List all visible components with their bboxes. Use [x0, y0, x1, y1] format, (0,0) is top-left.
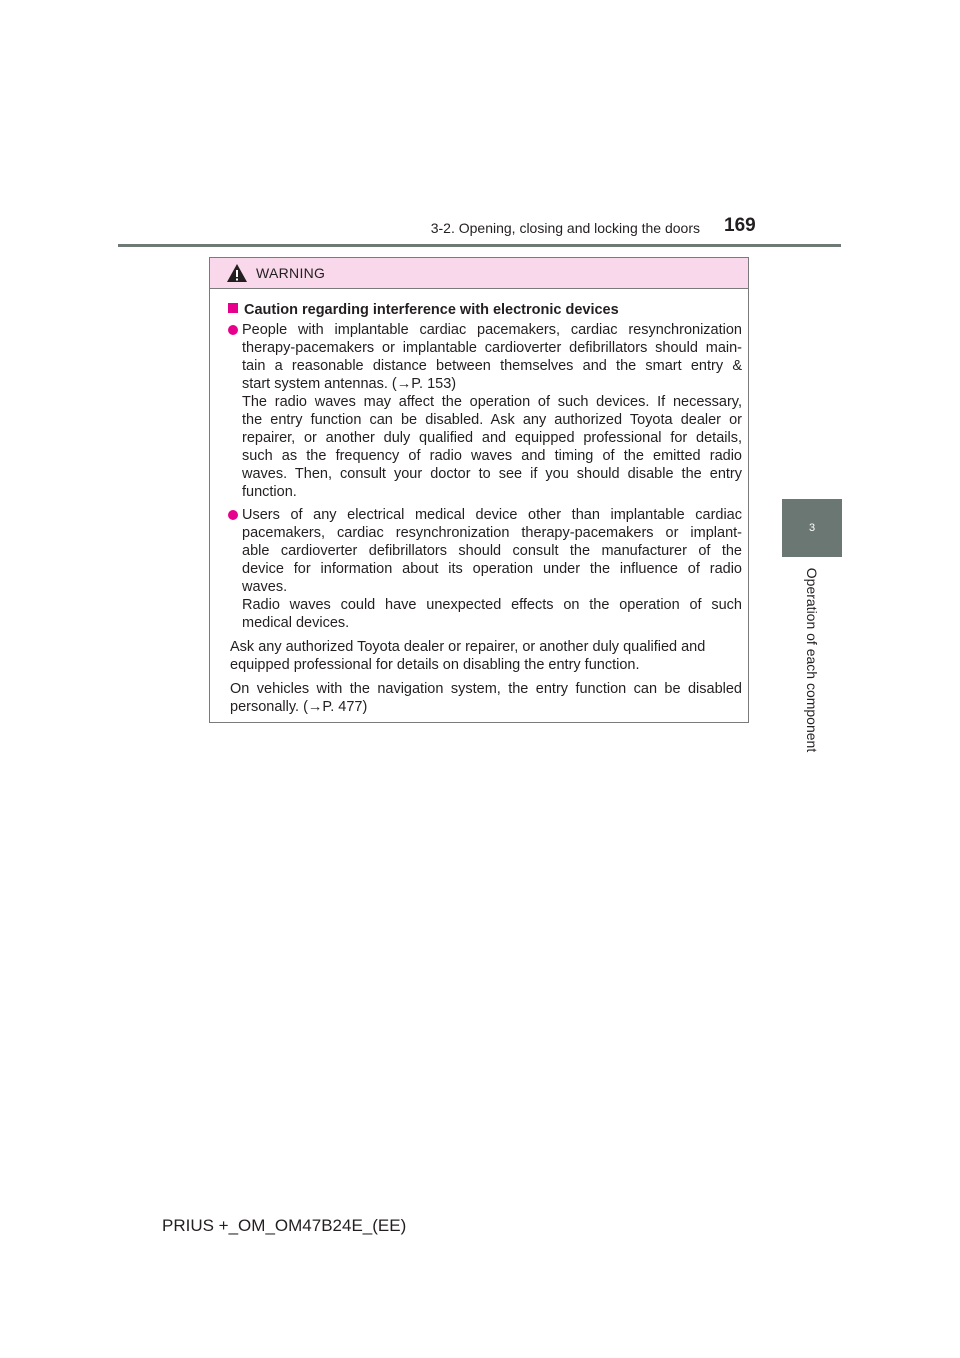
text-line: tain a reasonable distance between themselves and the smart entry &: [242, 358, 742, 374]
text-line: waves.: [242, 579, 288, 595]
warning-header: [210, 258, 748, 289]
text-line: personally. (→P. 477): [230, 699, 368, 715]
text-line: such as the frequency of radio waves and timing of the emitted radio: [242, 448, 742, 464]
text-line: equipped professional for details on disabling the entry function.: [230, 657, 640, 673]
text-line: repairer, or another duly qualified and equipped professional for details,: [242, 430, 742, 446]
text-line: Users of any electrical medical device other than implantable cardiac: [242, 507, 742, 523]
chapter-title: Operation of each component: [804, 567, 820, 753]
bullet-item-medical-devices: [228, 506, 742, 632]
text-line: On vehicles with the navigation system, the entry function can be disabled: [230, 681, 742, 697]
text-line: device for information about its operation under the influence of radio: [242, 561, 742, 577]
text-line: waves. Then, consult your doctor to see if you should disable the entry: [242, 466, 742, 482]
bullet-item-pacemakers: [228, 321, 742, 501]
chapter-number: 3: [808, 522, 816, 534]
text-line: People with implantable cardiac pacemakers, cardiac resynchronization: [242, 322, 742, 338]
warning-box: [209, 257, 749, 723]
warning-triangle-icon: [226, 263, 248, 283]
section-title: 3-2. Opening, closing and locking the doors: [430, 220, 700, 236]
caution-heading: [228, 301, 742, 319]
paragraph-dealer: [230, 638, 742, 674]
text-line: The radio waves may affect the operation of such devices. If necessary,: [242, 394, 742, 410]
text-line: Ask any authorized Toyota dealer or repairer, or another duly qualified and: [230, 639, 706, 655]
caution-title-text: Caution regarding interference with electronic devices: [244, 302, 619, 318]
text-line: the entry function can be disabled. Ask any authorized Toyota dealer or: [242, 412, 742, 428]
round-bullet-icon: [228, 325, 238, 335]
page-number: 169: [724, 215, 756, 236]
warning-label: WARNING: [256, 265, 326, 281]
text-line: medical devices.: [242, 615, 350, 631]
text-line: start system antennas. (→P. 153): [242, 376, 457, 392]
text-line: therapy-pacemakers or implantable cardioverter defibrillators should main-: [242, 340, 742, 356]
document-id: PRIUS +_OM_OM47B24E_(EE): [162, 1216, 407, 1235]
warning-body: [210, 289, 748, 716]
text-line: able cardioverter defibrillators should consult the manufacturer of the: [242, 543, 742, 559]
text-line: pacemakers, cardiac resynchronization therapy-pacemakers or implant-: [242, 525, 742, 541]
text-line: function.: [242, 484, 297, 500]
header-divider: [118, 244, 841, 247]
text-line: Radio waves could have unexpected effects on the operation of such: [242, 597, 742, 613]
square-bullet-icon: [228, 303, 238, 313]
round-bullet-icon: [228, 510, 238, 520]
paragraph-navigation: [230, 680, 742, 716]
